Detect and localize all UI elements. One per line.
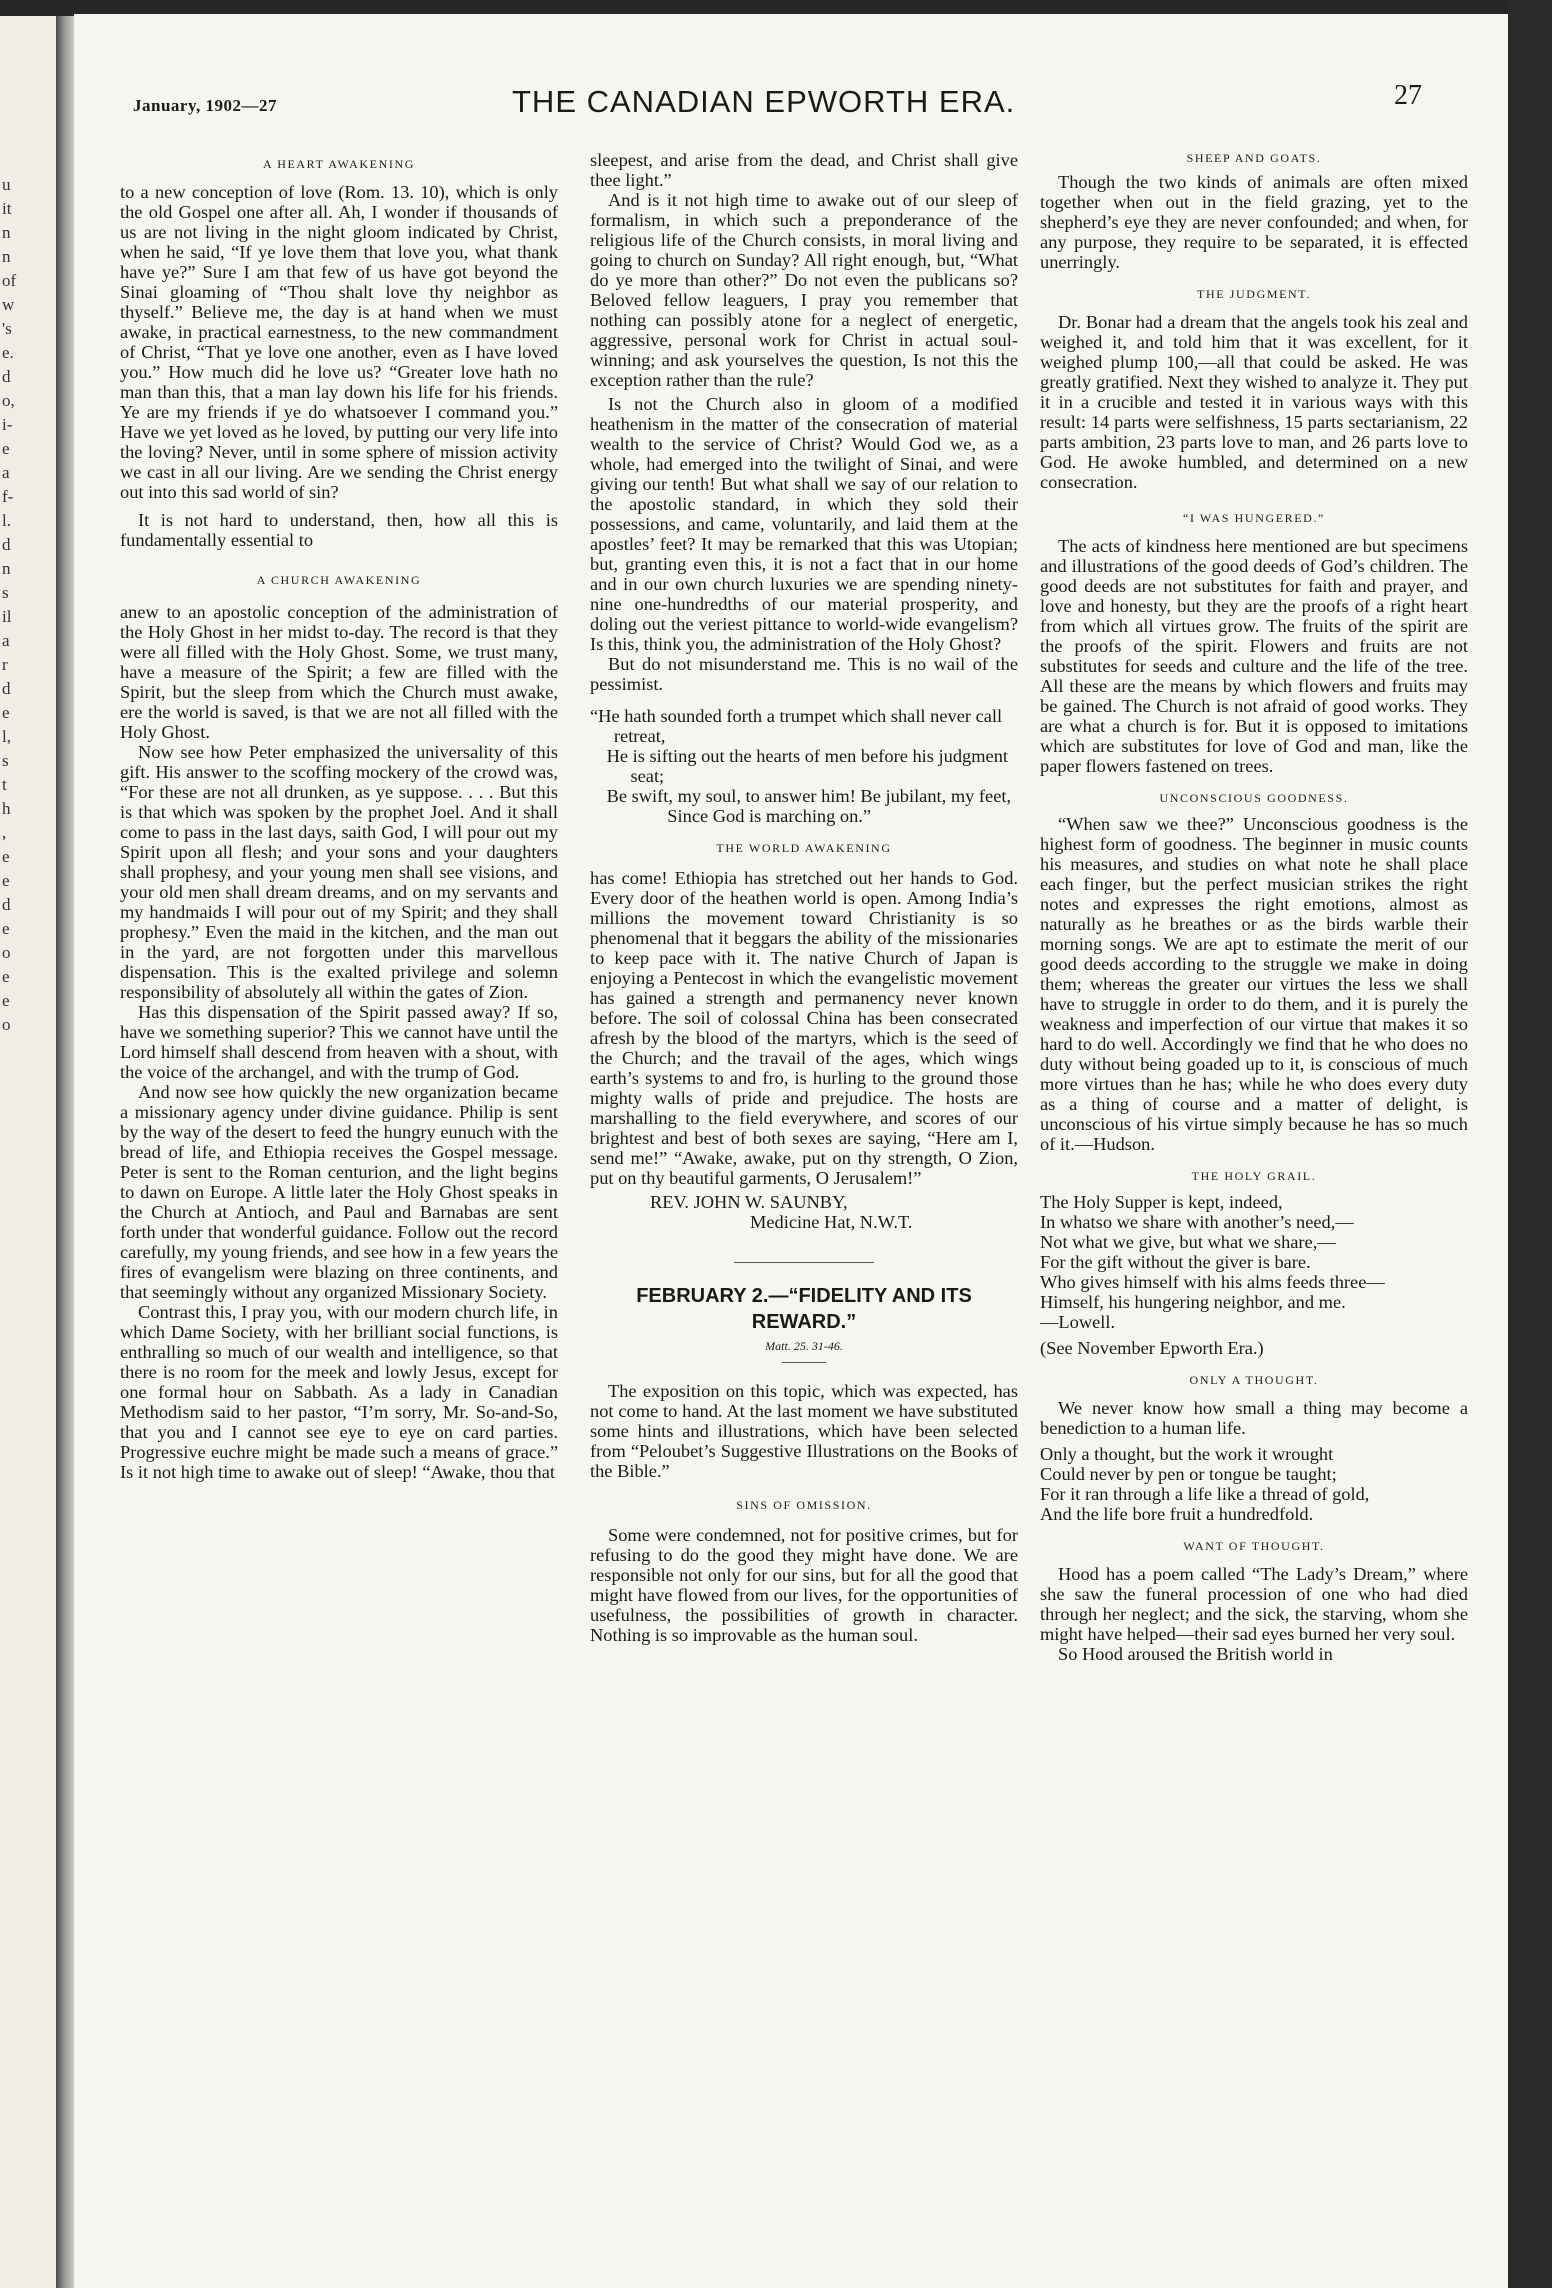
paragraph: Dr. Bonar had a dream that the angels took his zeal and weighed it, and told him that it was excellent, for it weighed plump 100,—all that could be asked. He was greatly gratified. Next they wished to analyze it. They put it in a crucible and tested it in various ways with this result: 14 parts were selfishness, 15 parts sectarianism, 22 parts ambition, 23 parts love to man, and 26 parts love to God. He awoke humbled, and determined on a new consecration. — [1040, 312, 1468, 492]
paragraph: Contrast this, I pray you, with our modern church life, in which Dame Society, with her brilliant social functions, is enthralling so much of our wealth and intelligence, so that there is no room for the meek and lowly Jesus, except for one formal hour on Sabbath. As a lady in Canadian Methodism said to her pastor, “I’m sorry, Mr. So-and-So, that you and I cannot see eye to eye on card parties. Progressive euchre might be made such a means of grace.” Is it not high time to awake out of sleep! “Awake, thou that — [120, 1302, 558, 1482]
previous-page-fragment: n — [2, 247, 11, 266]
previous-page-fragment: e — [2, 703, 10, 722]
previous-page-fragment: e — [2, 991, 10, 1010]
section-heading: A CHURCH AWAKENING — [256, 573, 422, 587]
section-heading: SHEEP AND GOATS. — [1186, 151, 1322, 165]
previous-page-fragment: f- — [2, 487, 14, 506]
masthead-title: THE CANADIAN EPWORTH ERA. — [512, 84, 1016, 119]
paragraph: Is not the Church also in gloom of a modified heathenism in the matter of the consecration of material wealth to the service of Christ? Would God we, as a whole, had emerged into the twilight of Sinai, and were giving our tenth! But what shall we say of our relation to the apostolic standard, in which they sold their possessions, and came, voluntarily, and laid them at the apostles’ feet? It may be remarked that this was Utopian; but, granting even this, it is not a fact that in our home and in our own church luxuries we are spending ninety-nine one-hundredths of our material prosperity, and doling out the veriest pittance to world-wide evangelism? Is this, think you, the administration of the Holy Ghost? — [590, 394, 1018, 654]
page-number: 27 — [1394, 80, 1422, 111]
previous-page-edge — [0, 16, 58, 2288]
section-heading: THE HOLY GRAIL. — [1191, 1169, 1317, 1183]
paragraph: anew to an apostolic conception of the administration of the Holy Ghost in her midst to-day. The record is that they were all filled with the Holy Ghost. Some, we trust many, have a measure of the Spirit; a few are filled with the Spirit, but the sleep from which the Church must awake, ere the world is saved, is that we are not all filled with the Holy Ghost. — [120, 602, 558, 742]
poem-line: The Holy Supper is kept, indeed, — [1040, 1192, 1283, 1212]
poem-line: For it ran through a life like a thread of gold, — [1040, 1484, 1370, 1504]
header-date: January, 1902—27 — [133, 96, 278, 115]
author-location: Medicine Hat, N.W.T. — [750, 1212, 913, 1232]
previous-page-fragment: e. — [2, 343, 14, 362]
poem — [1040, 1192, 1468, 1312]
paragraph: has come! Ethiopia has stretched out her hands to God. Every door of the heathen world is open. Among India’s millions the movement toward Christianity is so phenomenal that it beggars the ability of the missionaries to keep pace with it. The native Church of Japan is enjoying a Pentecost in which the evangelistic movement has gained a strength and permanency never known before. The soil of colossal China has been consecrated afresh by the blood of the martyrs, which is the seed of the Church; and the travail of the ages, which wings earth’s systems to and fro, is hurling to the ground those mighty walls of pride and prejudice. The hosts are marshalling to the field everywhere, and scores of our brightest and best of both sexes are saying, “Here am I, send me!” “Awake, awake, put on thy strength, O Zion, put on thy beautiful garments, O Jerusalem!” — [590, 868, 1018, 1188]
section-heading: “I WAS HUNGERED.” — [1183, 511, 1325, 525]
previous-page-fragment: s — [2, 751, 9, 770]
topic-heading: FEBRUARY 2.—“FIDELITY AND ITS REWARD.” — [636, 1285, 972, 1333]
cross-reference-note: (See November Epworth Era.) — [1040, 1338, 1264, 1358]
paragraph: Now see how Peter emphasized the universality of this gift. His answer to the scoffing mockery of the crowd was, “For these are not all drunken, as ye suppose. . . . But this is that which was spoken by the prophet Joel. And it shall come to pass in the last days, saith God, I will pour out my Spirit upon all flesh; and your sons and your daughters shall prophesy, and your young men shall see visions, and your old men shall dream dreams, and on my servants and my handmaids I will pour out of my Spirit; and they shall prophesy.” Even the maid in the kitchen, and the man out in the yard, are not forgotten under this marvellous dispensation. This is the exalted privilege and solemn responsibility of absolutely all within the gates of Zion. — [120, 742, 558, 1002]
previous-page-fragment: l, — [2, 727, 11, 746]
paragraph: But do not misunderstand me. This is no wail of the pessimist. — [590, 654, 1018, 694]
previous-page-fragment: t — [2, 775, 7, 794]
scripture-reference: Matt. 25. 31-46. — [765, 1339, 843, 1353]
previous-page-fragment: w — [2, 295, 15, 314]
previous-page-fragment: u — [2, 175, 11, 194]
section-heading: WANT OF THOUGHT. — [1183, 1539, 1325, 1553]
section-heading: UNCONSCIOUS GOODNESS. — [1159, 791, 1349, 805]
column-left — [120, 150, 558, 1482]
poem-line: Could never by pen or tongue be taught; — [1040, 1464, 1337, 1484]
previous-page-fragment: it — [2, 199, 12, 218]
poem-line: He is sifting out the hearts of men before his judgment seat; — [606, 746, 1009, 786]
divider-rule — [734, 1262, 874, 1263]
divider-rule — [782, 1362, 826, 1363]
paragraph: Has this dispensation of the Spirit passed away? If so, have we something superior? This we cannot have until the Lord himself shall descend from heaven with a shout, with the voice of the archangel, and with the trump of God. — [120, 1002, 558, 1082]
paragraph: to a new conception of love (Rom. 13. 10), which is only the old Gospel one after all. Ah, I wonder if thousands of us are not living in the night gloom indicated by Christ, when he said, “If ye love them that love you, what thank have ye?” Sure I am that few of us have got beyond the Sinai gloaming of “Thou shalt love thy neighbor as thyself.” Believe me, the day is at hand when we must awake, in practical earnestness, to the new commandment of Christ, “That ye love one another, even as I have loved you.” How much did he love us? “Greater love hath no man than this, that a man lay down his life for his friends. Ye are my friends if ye do whatsoever I command you.” Have we yet loved as he loved, by putting our very life into the loving? Never, until in some sphere of mission activity we cast in all our living. Are we sending the Christ energy out into this sad world of sin? — [120, 182, 558, 502]
section-heading: THE JUDGMENT. — [1197, 287, 1311, 301]
section-heading: ONLY A THOUGHT. — [1189, 1373, 1319, 1387]
previous-page-fragment: il — [2, 607, 12, 626]
previous-page-fragment: e — [2, 967, 10, 986]
poem-line: Himself, his hungering neighbor, and me. — [1040, 1292, 1346, 1312]
paragraph: Hood has a poem called “The Lady’s Dream,” where she saw the funeral procession of one who had died through her neglect; and the sick, the starving, whom she might have helped—their sad eyes burned her very soul. — [1040, 1564, 1468, 1644]
paragraph: And now see how quickly the new organization became a missionary agency under divine guidance. Philip is sent by the way of the desert to feed the hungry eunuch with the bread of life, and Ethiopia receives the Gospel message. Peter is sent to the Roman centurion, and the light begins to dawn on Europe. A little later the Holy Ghost speaks in the Church at Antioch, and Paul and Barnabas are sent forth under that wonderful guidance. Follow out the record carefully, my young friends, and see how in a few years the fires of evangelism were blazing on three continents, and that seemingly without any organized Missionary Society. — [120, 1082, 558, 1302]
column-middle — [590, 150, 1018, 1645]
previous-page-fragment: a — [2, 463, 10, 482]
poem-line: In whatso we share with another’s need,— — [1040, 1212, 1354, 1232]
section-heading: SINS OF OMISSION. — [736, 1498, 872, 1512]
poem-line: Who gives himself with his alms feeds three— — [1040, 1272, 1385, 1292]
paragraph: It is not hard to understand, then, how all this is fundamentally essential to — [120, 510, 558, 550]
paragraph: We never know how small a thing may become a benediction to a human life. — [1040, 1398, 1468, 1438]
previous-page-fragment: h — [2, 799, 11, 818]
paragraph: Though the two kinds of animals are often mixed together when out in the field grazing, yet to the shepherd’s eye they are never confounded; and when, for any purpose, they require to be separated, it is effected unerringly. — [1040, 172, 1468, 272]
author-signature: REV. JOHN W. SAUNBY, — [650, 1192, 848, 1212]
previous-page-fragment: l. — [2, 511, 11, 530]
previous-page-fragment: n — [2, 559, 11, 578]
previous-page-fragment: e — [2, 847, 10, 866]
poem-line: Be swift, my soul, to answer him! Be jubilant, my feet, — [606, 786, 1012, 806]
poem-line: Not what we give, but what we share,— — [1040, 1232, 1336, 1252]
poem-line: “He hath sounded forth a trumpet which shall never call retreat, — [590, 706, 1003, 746]
previous-page-fragment: i- — [2, 415, 13, 434]
paragraph: The exposition on this topic, which was expected, has not come to hand. At the last moment we have substituted some hints and illustrations, which have been selected from “Peloubet’s Suggestive Illustrations on the Books of the Bible.” — [590, 1381, 1018, 1481]
paragraph: The acts of kindness here mentioned are but specimens and illustrations of the good deeds of God’s children. The good deeds are not substitutes for faith and prayer, and love and honesty, but they are the proofs of a right heart from which all virtues grow. The fruits of the spirit are the proofs of the spirit. Flowers and fruits are not substitutes for seeds and culture and the life of the tree. All these are the means by which flowers and fruits may be gained. The Church is not afraid of good works. They are what a church is for. But it is opposed to imitations which are substitutes for love of God and man, like the paper flowers fastened on trees. — [1040, 536, 1468, 776]
paragraph: So Hood aroused the British world in — [1058, 1644, 1333, 1664]
poem-line: Only a thought, but the work it wrought — [1040, 1444, 1334, 1464]
previous-page-fragment: o — [2, 943, 11, 962]
previous-page-fragment: o, — [2, 391, 15, 410]
previous-page-fragment: a — [2, 631, 10, 650]
paragraph: Some were condemned, not for positive crimes, but for refusing to do the good they might have done. We are responsible not only for our sins, but for all the good that might have flowed from our lives, for the opportunities of usefulness, the possibilities of growth in character. Nothing is so improvable as the human soul. — [590, 1525, 1018, 1645]
paragraph: sleepest, and arise from the dead, and Christ shall give thee light.” — [590, 150, 1018, 190]
previous-page-fragment: d — [2, 367, 11, 386]
previous-page-fragment: r — [2, 655, 8, 674]
previous-page-fragment: d — [2, 679, 11, 698]
section-heading: A HEART AWAKENING — [263, 157, 415, 171]
previous-page-fragment: n — [2, 223, 11, 242]
poem — [1040, 1444, 1468, 1524]
previous-page-fragment: d — [2, 535, 11, 554]
previous-page-fragment: s — [2, 583, 9, 602]
previous-page-fragment: e — [2, 871, 10, 890]
previous-page-fragment: o — [2, 1015, 11, 1034]
previous-page-fragment: , — [2, 823, 7, 842]
poem-line: Since God is marching on.” — [667, 806, 872, 826]
column-right — [1040, 150, 1468, 1664]
poem-attribution: —Lowell. — [1040, 1312, 1116, 1332]
previous-page-fragment: 's — [2, 319, 12, 338]
poem-line: For the gift without the giver is bare. — [1040, 1252, 1311, 1272]
paragraph: And is it not high time to awake out of our sleep of formalism, in which such a preponderance of the religious life of the Church consists, in moral living and going to church on Sunday? All right enough, but, “What do ye more than other?” Do not even the publicans so? Beloved fellow leaguers, I pray you remember that nothing can possibly atone for a neglect of energetic, aggressive, personal work for Christ in actual soul-winning; and ask yourselves the question, Is not this the exception rather than the rule? — [590, 190, 1018, 390]
previous-page-fragment: of — [2, 271, 17, 290]
previous-page-fragment: e — [2, 919, 10, 938]
previous-page-fragment: d — [2, 895, 11, 914]
poem — [590, 706, 1018, 826]
scanner-border-right — [1508, 0, 1552, 2288]
poem-line: And the life bore fruit a hundredfold. — [1040, 1504, 1314, 1524]
binding-gutter — [56, 16, 76, 2288]
previous-page-fragment: e — [2, 439, 10, 458]
section-heading: THE WORLD AWAKENING — [716, 841, 892, 855]
paragraph: “When saw we thee?” Unconscious goodness is the highest form of goodness. The beginner in music counts his measures, and studies on what note he shall place each finger, but the perfect musician strikes the right notes and expresses the right emotions, almost as naturally as he breathes or as the birds warble their morning songs. We are apt to estimate the merit of our good deeds according to the struggle we make in doing them; whereas the greater our virtues the less we shall have to struggle in order to do them, and it is purely the weakness and imperfection of our virtue that makes it so hard to do well. Accordingly we find that he who does no duty without being goaded up to it, is conscious of much more virtues than he has; while he who does every duty as a thing of course and a matter of delight, is unconscious of his virtue simply because he has so much of it.—Hudson. — [1040, 814, 1468, 1154]
